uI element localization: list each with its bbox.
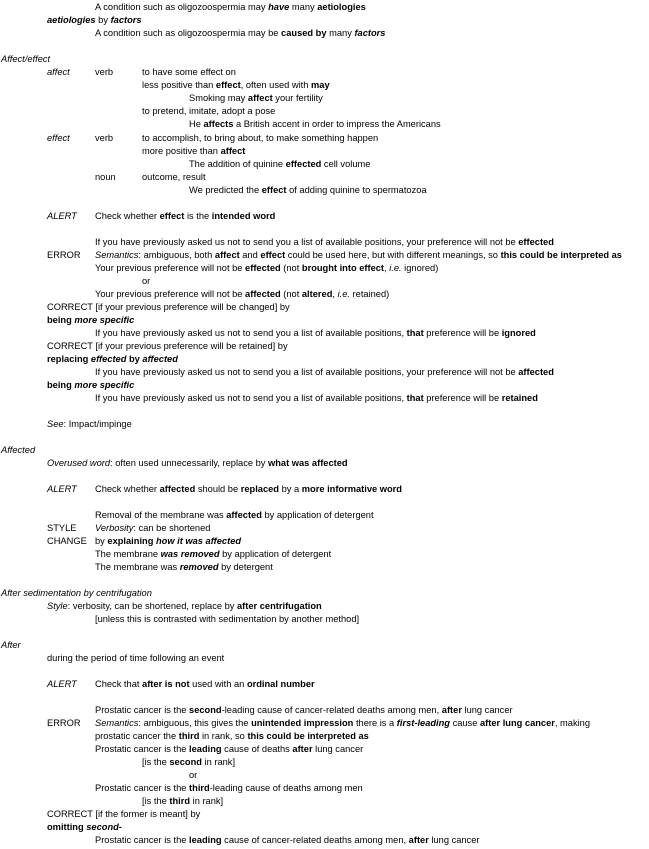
text-segment: after: [408, 835, 429, 845]
text-segment: what was affected: [268, 458, 348, 468]
text-segment: caused by: [281, 28, 327, 38]
text-segment: more specific: [74, 315, 135, 325]
text-segment: to pretend, imitate, adopt a pose: [142, 106, 276, 116]
text-segment: STYLE: [47, 523, 77, 533]
text-segment: Check whether: [95, 484, 160, 494]
text-line: [47, 483, 77, 495]
text-line: [95, 288, 389, 300]
text-segment: by a: [279, 484, 302, 494]
text-segment: Check whether: [95, 211, 160, 221]
text-segment: CORRECT [if your previous preference will be retained] by: [47, 341, 288, 351]
text-line: [95, 483, 402, 495]
text-segment: outcome, result: [142, 172, 206, 182]
text-segment: effected: [518, 237, 554, 247]
text-segment: after: [292, 744, 313, 754]
text-segment: explaining: [107, 536, 156, 546]
text-line: [47, 457, 348, 469]
text-segment: this could be interpreted as: [500, 250, 622, 260]
text-segment: to accomplish, to bring about, to make something happen: [142, 133, 379, 143]
text-segment: lung cancer: [428, 835, 480, 845]
text-segment: effect: [260, 250, 286, 260]
text-segment: , making: [554, 718, 591, 728]
text-segment: first-leading: [396, 718, 450, 728]
text-segment: factors: [110, 15, 142, 25]
text-segment: affected: [226, 510, 262, 520]
text-segment: ERROR: [47, 718, 81, 728]
text-segment: effect: [47, 133, 70, 143]
text-segment: aetiologies: [317, 2, 366, 12]
text-line: [95, 366, 554, 378]
text-segment: ignored: [501, 328, 536, 338]
text-segment: is the: [184, 211, 212, 221]
text-segment: factors: [354, 28, 386, 38]
text-segment: second: [169, 757, 202, 767]
text-segment: aetiologies: [47, 15, 96, 25]
text-segment: We predicted the: [189, 185, 262, 195]
text-segment: affected: [142, 354, 178, 364]
text-segment: Prostatic cancer is the: [95, 835, 190, 845]
text-segment: See: [47, 419, 64, 429]
text-segment: effect: [261, 185, 287, 195]
text-segment: The membrane: [95, 549, 161, 559]
text-segment: second-: [86, 822, 122, 832]
text-segment: noun: [95, 172, 116, 182]
text-segment: , often used with: [240, 80, 312, 90]
text-line: [1, 587, 152, 599]
text-segment: CORRECT [if the former is meant] by: [47, 809, 201, 819]
text-segment: (not: [280, 263, 302, 273]
text-line: [47, 14, 142, 26]
text-segment: during the period of time following an event: [47, 653, 225, 663]
text-segment: effect: [215, 80, 241, 90]
text-line: [47, 132, 70, 144]
text-segment: -leading cause of cancer-related deaths among men,: [221, 705, 442, 715]
text-segment: third: [169, 796, 191, 806]
text-line: [95, 561, 273, 573]
text-segment: affect: [220, 146, 246, 156]
text-segment: If you have previously asked us not to send you a list of available positions, your preference will not be: [95, 367, 519, 377]
text-segment: verb: [95, 133, 114, 143]
text-segment: your fertility: [272, 93, 323, 103]
text-line: [95, 535, 241, 547]
text-line: [95, 27, 385, 39]
text-segment: lung cancer: [461, 705, 513, 715]
text-line: [95, 509, 374, 521]
text-segment: affects: [203, 119, 234, 129]
text-segment: -leading cause of deaths among men: [209, 783, 363, 793]
text-segment: third: [189, 783, 210, 793]
text-line: [95, 210, 275, 222]
text-line: [47, 301, 290, 313]
text-segment: ,: [384, 263, 390, 273]
text-segment: [is the: [142, 757, 170, 767]
text-line: [47, 314, 134, 326]
text-segment: prostatic cancer the: [95, 731, 179, 741]
text-line: [95, 717, 590, 729]
text-segment: by application of detergent: [219, 549, 332, 559]
text-segment: (not: [280, 289, 302, 299]
text-line: [47, 652, 224, 664]
text-line: [47, 535, 87, 547]
text-segment: replaced: [240, 484, 279, 494]
text-segment: and: [239, 250, 261, 260]
text-segment: by: [95, 15, 111, 25]
text-segment: ERROR: [47, 250, 81, 260]
text-segment: many: [289, 2, 318, 12]
text-segment: brought into effect: [301, 263, 385, 273]
text-segment: Prostatic cancer is the: [95, 744, 190, 754]
text-line: [95, 262, 438, 274]
text-segment: Check that: [95, 679, 143, 689]
text-segment: Your previous preference will not be: [95, 289, 246, 299]
text-line: [189, 92, 323, 104]
text-segment: Semantics: [95, 250, 139, 260]
text-segment: preference will be: [423, 393, 502, 403]
text-segment: affected: [518, 367, 554, 377]
text-line: [47, 522, 76, 534]
text-segment: effected: [285, 159, 322, 169]
text-segment: many: [326, 28, 355, 38]
text-segment: : verbosity, can be shortened, replace by: [67, 601, 238, 611]
text-segment: cell volume: [321, 159, 371, 169]
text-line: [142, 795, 223, 807]
text-segment: Smoking may: [189, 93, 248, 103]
text-segment: effected: [245, 263, 281, 273]
text-segment: may: [311, 80, 330, 90]
text-segment: : can be shortened: [133, 523, 211, 533]
text-segment: ordinal number: [246, 679, 315, 689]
text-segment: verb: [95, 67, 114, 77]
text-segment: ALERT: [47, 211, 77, 221]
text-line: [95, 782, 363, 794]
text-line: [142, 66, 236, 78]
text-segment: A condition such as oligozoospermia may be: [95, 28, 282, 38]
text-line: [47, 678, 77, 690]
text-segment: lung cancer: [312, 744, 364, 754]
text-segment: by detergent: [218, 562, 273, 572]
text-line: [1, 444, 35, 456]
text-segment: intended word: [211, 211, 276, 221]
text-line: [142, 275, 150, 287]
text-segment: this could be interpreted as: [247, 731, 369, 741]
text-line: [95, 522, 210, 534]
text-segment: omitting: [47, 822, 87, 832]
text-line: [142, 171, 206, 183]
text-segment: in rank]: [190, 796, 224, 806]
text-segment: used with an: [189, 679, 247, 689]
text-segment: cause: [449, 718, 480, 728]
text-line: [47, 717, 81, 729]
text-segment: Prostatic cancer is the: [95, 705, 190, 715]
text-segment: more positive than: [142, 146, 221, 156]
text-line: [47, 600, 322, 612]
text-segment: second: [189, 705, 222, 715]
text-segment: Affect/effect: [1, 54, 51, 64]
text-line: [47, 808, 200, 820]
text-segment: retained: [501, 393, 538, 403]
text-segment: was removed: [160, 549, 220, 559]
text-segment: should be: [195, 484, 241, 494]
text-line: [95, 730, 369, 742]
text-line: [95, 743, 363, 755]
text-line: [47, 418, 132, 430]
text-line: [95, 132, 113, 144]
text-segment: : often used unnecessarily, replace by: [110, 458, 269, 468]
text-line: [142, 756, 235, 768]
text-line: [95, 704, 513, 716]
text-line: [47, 340, 288, 352]
text-line: [189, 769, 197, 781]
text-line: [1, 639, 21, 651]
text-line: [142, 79, 330, 91]
text-segment: ignored): [401, 263, 439, 273]
text-segment: more informative word: [301, 484, 402, 494]
text-segment: ALERT: [47, 484, 77, 494]
text-line: [95, 678, 315, 690]
text-line: [1, 53, 50, 65]
text-segment: being: [47, 315, 75, 325]
text-segment: altered: [301, 289, 333, 299]
text-segment: by application of detergent: [261, 510, 374, 520]
text-segment: to have some effect on: [142, 67, 236, 77]
text-segment: i.e.: [337, 289, 350, 299]
text-segment: The addition of quinine: [189, 159, 286, 169]
text-segment: that: [406, 328, 424, 338]
text-segment: If you have previously asked us not to send you a list of available positions,: [95, 328, 407, 338]
text-segment: : ambiguous, both: [138, 250, 215, 260]
text-segment: Removal of the membrane was: [95, 510, 227, 520]
text-segment: affected: [159, 484, 196, 494]
text-segment: a British accent in order to impress the Americans: [233, 119, 441, 129]
text-segment: He: [189, 119, 204, 129]
text-segment: less positive than: [142, 80, 216, 90]
text-segment: affect: [247, 93, 273, 103]
text-segment: affected: [245, 289, 281, 299]
text-line: [95, 327, 536, 339]
text-line: [47, 249, 81, 261]
text-segment: Style: [47, 601, 68, 611]
text-segment: being: [47, 380, 75, 390]
text-segment: by: [95, 536, 108, 546]
text-segment: unintended impression: [251, 718, 354, 728]
text-segment: leading: [189, 835, 222, 845]
text-segment: after lung cancer: [479, 718, 555, 728]
text-segment: there is a: [353, 718, 397, 728]
text-segment: retained): [349, 289, 390, 299]
text-segment: ALERT: [47, 679, 77, 689]
text-segment: could be used here, but with different meanings, so: [285, 250, 501, 260]
text-segment: After: [1, 640, 21, 650]
text-line: [95, 171, 116, 183]
text-segment: or: [142, 276, 151, 286]
text-segment: preference will be: [423, 328, 502, 338]
text-segment: affect: [47, 67, 70, 77]
text-segment: : ambiguous, this gives the: [138, 718, 252, 728]
text-segment: have: [268, 2, 290, 12]
text-segment: third: [178, 731, 200, 741]
text-segment: Semantics: [95, 718, 139, 728]
text-segment: [unless this is contrasted with sedimentation by another method]: [95, 614, 360, 624]
text-line: [95, 834, 479, 846]
text-segment: after: [441, 705, 462, 715]
text-segment: Your previous preference will not be: [95, 263, 246, 273]
text-line: [95, 613, 359, 625]
text-segment: After sedimentation by centrifugation: [1, 588, 152, 598]
text-line: [95, 249, 622, 261]
text-segment: leading: [189, 744, 222, 754]
text-line: [142, 132, 378, 144]
text-line: [142, 105, 275, 117]
text-line: [142, 145, 245, 157]
text-segment: Verbosity: [95, 523, 134, 533]
text-segment: effect: [159, 211, 185, 221]
text-segment: Prostatic cancer is the: [95, 783, 190, 793]
text-segment: : Impact/impinge: [63, 419, 132, 429]
text-line: [47, 66, 70, 78]
text-segment: If you have previously asked us not to send you a list of available positions, your preference will not be: [95, 237, 519, 247]
text-segment: cause of deaths: [221, 744, 293, 754]
text-line: [95, 1, 366, 13]
text-segment: that: [406, 393, 424, 403]
text-segment: more specific: [74, 380, 135, 390]
text-segment: The membrane was: [95, 562, 180, 572]
text-line: [189, 184, 427, 196]
text-segment: how it was affected: [155, 536, 242, 546]
text-segment: i.e.: [389, 263, 402, 273]
text-segment: If you have previously asked us not to send you a list of available positions,: [95, 393, 407, 403]
text-segment: replacing: [47, 354, 91, 364]
text-line: [95, 66, 113, 78]
text-segment: [is the: [142, 796, 170, 806]
text-line: [189, 158, 370, 170]
text-segment: after centrifugation: [237, 601, 322, 611]
text-segment: Overused word: [47, 458, 111, 468]
text-line: [189, 118, 441, 130]
text-segment: removed: [179, 562, 219, 572]
text-line: [47, 379, 134, 391]
text-segment: affect: [214, 250, 240, 260]
text-segment: effected: [90, 354, 127, 364]
text-segment: or: [189, 770, 198, 780]
text-line: [47, 210, 77, 222]
text-line: [47, 353, 178, 365]
text-segment: after is not: [142, 679, 190, 689]
text-segment: Affected: [1, 445, 36, 455]
text-segment: in rank, so: [199, 731, 248, 741]
text-line: [47, 821, 122, 833]
text-segment: CHANGE: [47, 536, 87, 546]
text-segment: A condition such as oligozoospermia may: [95, 2, 269, 12]
text-segment: CORRECT [if your previous preference will be changed] by: [47, 302, 290, 312]
text-segment: in rank]: [201, 757, 236, 767]
text-segment: cause of cancer-related deaths among men,: [221, 835, 409, 845]
text-segment: by: [126, 354, 143, 364]
text-segment: of adding quinine to spermatozoa: [286, 185, 427, 195]
text-segment: ,: [332, 289, 338, 299]
text-line: [95, 548, 331, 560]
text-line: [95, 236, 554, 248]
text-line: [95, 392, 538, 404]
